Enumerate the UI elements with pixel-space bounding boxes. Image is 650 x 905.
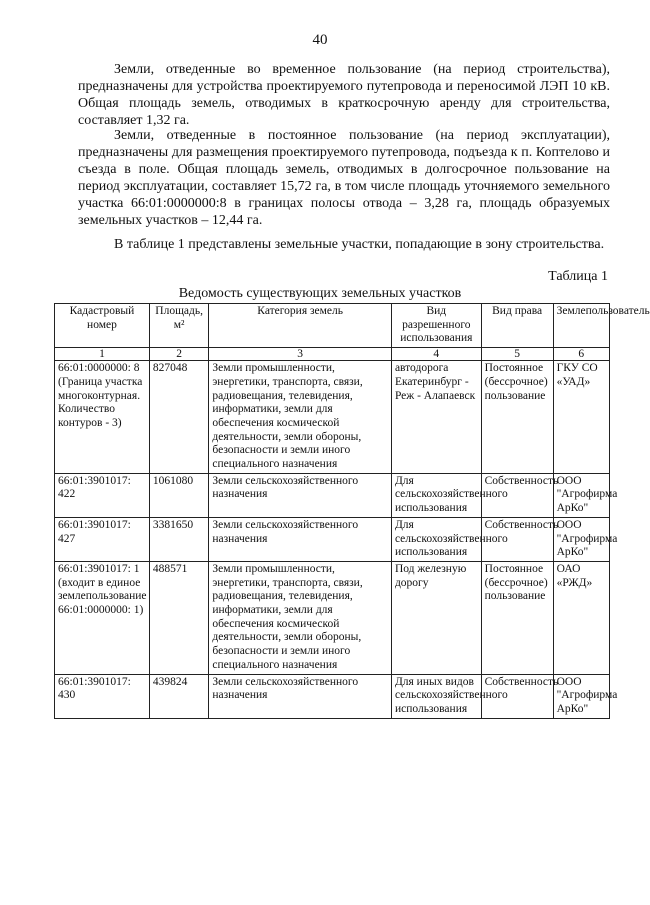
cell-land-user: ООО "Агрофирма АрКо" bbox=[553, 674, 609, 718]
cell-cadastral-number: 66:01:3901017: 427 bbox=[55, 517, 150, 561]
cell-permitted-use: Для сельскохозяйственного использования bbox=[391, 517, 481, 561]
land-plots-table bbox=[54, 303, 650, 719]
header-cadastral-number: Кадастровый номер bbox=[55, 304, 150, 348]
cell-right-type: Собственность bbox=[481, 473, 553, 517]
cell-land-category: Земли сельскохозяйственного назначения bbox=[209, 674, 392, 718]
column-number: 6 bbox=[553, 348, 609, 361]
cell-land-user: ООО "Агрофирма АрКо" bbox=[553, 517, 609, 561]
cell-cadastral-number: 66:01:3901017: 422 bbox=[55, 473, 150, 517]
cell-land-user: ГКУ СО «УАД» bbox=[553, 361, 609, 474]
paragraph-text: Земли, отведенные во временное пользование (на период строительства), предназначены для устройства проектируемого путепровода и переносимой ЛЭП 10 кВ. Общая площадь земель, отводимых в краткосрочную аренду для строительства, составляет 1,32 га. bbox=[78, 62, 610, 128]
cell-cadastral-number: 66:01:3901017: 430 bbox=[55, 674, 150, 718]
cell-land-user: ООО "Агрофирма АрКо" bbox=[553, 473, 609, 517]
column-number: 1 bbox=[55, 348, 150, 361]
paragraph-table-reference bbox=[78, 236, 610, 253]
header-permitted-use: Вид разрешенного использования bbox=[391, 304, 481, 348]
column-number: 4 bbox=[391, 348, 481, 361]
cell-cadastral-number: 66:01:0000000: 8 (Граница участка многоконтурная. Количество контуров - 3) bbox=[55, 361, 150, 474]
column-number-row bbox=[55, 348, 610, 361]
cell-permitted-use: Для сельскохозяйственного использования bbox=[391, 473, 481, 517]
cell-land-category: Земли промышленности, энергетики, транспорта, связи, радиовещания, телевидения, информатики, земли для обеспечения космической деятельности, земли обороны, безопасности и земли иного специального назначения bbox=[209, 361, 392, 474]
cell-area: 3381650 bbox=[149, 517, 208, 561]
table-row bbox=[55, 361, 610, 474]
table-row bbox=[55, 561, 610, 674]
cell-land-category: Земли сельскохозяйственного назначения bbox=[209, 473, 392, 517]
cell-land-category: Земли сельскохозяйственного назначения bbox=[209, 517, 392, 561]
column-number: 5 bbox=[481, 348, 553, 361]
page-number: 40 bbox=[312, 32, 328, 48]
cell-permitted-use: Для иных видов сельскохозяйственного использования bbox=[391, 674, 481, 718]
table-label: Таблица 1 bbox=[548, 269, 608, 284]
header-land-category: Категория земель bbox=[209, 304, 392, 348]
cell-area: 488571 bbox=[149, 561, 208, 674]
cell-right-type: Собственность bbox=[481, 674, 553, 718]
cell-right-type: Постоянное (бессрочное) пользование bbox=[481, 361, 553, 474]
cell-area: 1061080 bbox=[149, 473, 208, 517]
cell-area: 439824 bbox=[149, 674, 208, 718]
cell-permitted-use: Под железную дорогу bbox=[391, 561, 481, 674]
cell-land-user: ОАО «РЖД» bbox=[553, 561, 609, 674]
paragraph-temporary-use bbox=[78, 61, 610, 129]
cell-right-type: Постоянное (бессрочное) пользование bbox=[481, 561, 553, 674]
header-area: Площадь, м² bbox=[149, 304, 208, 348]
cell-area: 827048 bbox=[149, 361, 208, 474]
column-number: 3 bbox=[209, 348, 392, 361]
header-right-type: Вид права bbox=[481, 304, 553, 348]
table-row bbox=[55, 674, 610, 718]
table-row bbox=[55, 473, 610, 517]
table-row bbox=[55, 517, 610, 561]
cell-permitted-use: автодорога Екатеринбург - Реж - Алапаевск bbox=[391, 361, 481, 474]
cell-right-type: Собственность bbox=[481, 517, 553, 561]
paragraph-permanent-use bbox=[78, 127, 610, 229]
cell-cadastral-number: 66:01:3901017: 1 (входит в единое землепользование 66:01:0000000: 1) bbox=[55, 561, 150, 674]
table-title: Ведомость существующих земельных участков bbox=[178, 286, 462, 301]
table-header-row bbox=[55, 304, 610, 348]
paragraph-text: Земли, отведенные в постоянное пользование (на период эксплуатации), предназначены для размещения проектируемого путепровода, подъезда к п. Коптелово и съезда в поле. Общая площадь земель, отводимых в долгосрочное пользование на период эксплуатации, составляет 15,72 га, в том числе площадь уточняемого земельного участка 66:01:0000000:8 в границах полосы отвода – 3,28 га, площадь образуемых земельных участков – 12,44 га. bbox=[78, 128, 610, 228]
paragraph-text: В таблице 1 представлены земельные участки, попадающие в зону строительства. bbox=[114, 237, 605, 252]
column-number: 2 bbox=[149, 348, 208, 361]
header-land-user: Землепользователь bbox=[553, 304, 609, 348]
cell-land-category: Земли промышленности, энергетики, транспорта, связи, радиовещания, телевидения, информатики, земли для обеспечения космической деятельности, земли обороны, безопасности и земли иного специального назначения bbox=[209, 561, 392, 674]
